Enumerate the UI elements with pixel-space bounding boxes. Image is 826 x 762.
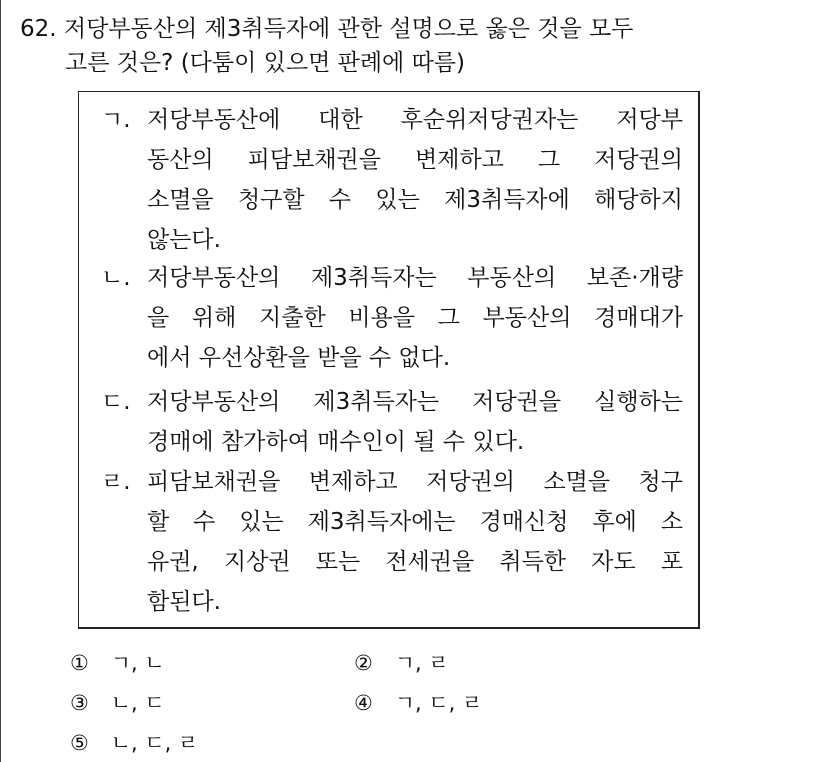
statement-line: 소멸을 청구할 수 있는 제3취득자에 해당하지	[147, 187, 683, 213]
statement-line: 저당부동산의 제3취득자는 부동산의 보존·개량	[147, 265, 683, 291]
choice-text: ㄴ, ㄷ	[110, 691, 165, 715]
statement-line: 동산의 피담보채권을 변제하고 그 저당권의	[147, 147, 683, 173]
choice-text: ㄱ, ㄹ	[394, 651, 449, 675]
statement-item-b	[101, 258, 683, 378]
statement-marker: ㄱ.	[101, 107, 131, 133]
statement-item-a	[101, 100, 683, 260]
choice-1[interactable]	[70, 648, 165, 678]
choice-2[interactable]	[354, 648, 449, 678]
statement-line: 저당부동산에 대한 후순위저당권자는 저당부	[147, 107, 683, 133]
statement-marker: ㄹ.	[101, 469, 131, 495]
choice-text: ㄱ, ㄷ, ㄹ	[394, 691, 483, 715]
statement-line: 할 수 있는 제3취득자에는 경매신청 후에 소	[147, 509, 683, 535]
statement-marker: ㄷ.	[101, 389, 131, 415]
choice-4[interactable]	[354, 688, 482, 718]
choice-3[interactable]	[70, 688, 165, 718]
choice-5[interactable]	[70, 728, 198, 758]
choice-number: ④	[354, 691, 373, 715]
statement-line: 않는다.	[147, 227, 221, 253]
statement-line: 저당부동산의 제3취득자는 저당권을 실행하는	[147, 389, 683, 415]
question-text-line-1: 저당부동산의 제3취득자에 관한 설명으로 옳은 것을 모두	[63, 16, 634, 42]
statement-line: 에서 우선상환을 받을 수 없다.	[147, 345, 451, 371]
statement-line: 경매에 참가하여 매수인이 될 수 있다.	[147, 429, 525, 455]
statement-box	[78, 91, 700, 629]
choice-text: ㄱ, ㄴ	[110, 651, 165, 675]
page-left-border	[0, 0, 1, 762]
choice-number: ②	[354, 651, 373, 675]
statement-line: 피담보채권을 변제하고 저당권의 소멸을 청구	[147, 469, 683, 495]
choice-number: ③	[70, 691, 89, 715]
statement-line: 을 위해 지출한 비용을 그 부동산의 경매대가	[147, 305, 683, 331]
question-stem	[20, 12, 780, 80]
statement-line: 유권, 지상권 또는 전세권을 취득한 자도 포	[147, 549, 683, 575]
question-line-1	[20, 12, 780, 46]
question-text-line-2: 고른 것은? (다툼이 있으면 판례에 따름)	[65, 50, 465, 76]
choice-number: ⑤	[70, 731, 89, 755]
choice-number: ①	[70, 651, 89, 675]
question-number: 62.	[20, 16, 57, 42]
statement-item-d	[101, 462, 683, 622]
statement-line: 함된다.	[147, 589, 221, 615]
choice-text: ㄴ, ㄷ, ㄹ	[110, 731, 199, 755]
statement-item-c	[101, 382, 683, 462]
statement-marker: ㄴ.	[101, 265, 131, 291]
